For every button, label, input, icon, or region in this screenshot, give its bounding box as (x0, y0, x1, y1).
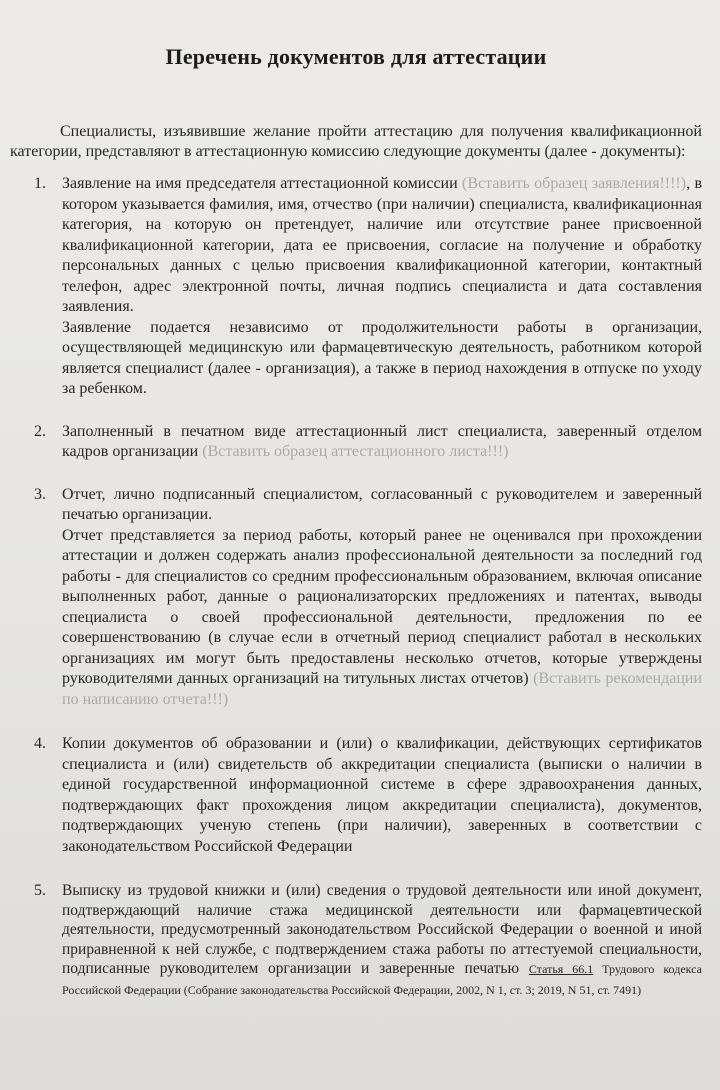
list-item-4 (10, 734, 702, 857)
placeholder-note: (Вставить образец заявления!!!!) (462, 175, 687, 192)
item-extra-text: Заявление подается независимо от продолжительности работы в организации, осуществляющей медицинскую или фармацевтическую деятельность, работником которой является специалист (далее - организация), а также в период нахождения в отпуске по уходу за ребенком. (62, 318, 702, 397)
item-extra-text: Отчет представляется за период работы, который ранее не оценивался при прохождении аттестации и должен содержать анализ профессиональной деятельности за последний год работы - для специалистов со средним профессиональным образованием, включая описание выполненных работ, данные о рационализаторских предложениях и патентах, выводы специалиста о своей профессиональной деятельности, предложения по ее совершенствованию (в случае если в отчетный период специалист работал в нескольких организациях им могут быть предоставлены несколько отчетов, которые утверждены руководителями данных организаций на титульных листах отчетов) (Вставить рекомендации по написанию отчета!!!) (62, 526, 703, 708)
list-item-2 (10, 422, 702, 463)
list-number: 3. (34, 485, 46, 503)
placeholder-note: (Вставить образец аттестационного листа!!!) (202, 443, 509, 460)
documents-list (10, 174, 702, 1000)
placeholder-note: (Вставить рекомендации по написанию отчета!!!) (62, 670, 703, 708)
item-text: Копии документов об образовании и (или) о квалификации, действующих сертификатов специалиста и (или) свидетельств об аккредитации специалиста (выписки о наличии в единой государственной информационной системе в сфере здравоохранения данных, подтверждающих факт прохождения лицом аккредитации специалиста), документов, подтверждающих ученую степень (при наличии), заверенных в соответствии с законодательством Российской Федерации (62, 735, 702, 855)
intro-paragraph: Специалисты, изъявившие желание пройти аттестацию для получения квалификационной категории, представляют в аттестационную комиссию следующие документы (далее - документы): (10, 123, 702, 160)
law-reference-text: Трудового кодекса Российской Федерации (Собрание законодательства Российской Федерации, 2002, N 1, ст. 3; 2019, N 51, ст. 7491) (62, 962, 702, 997)
item-text: Выписку из трудовой книжки и (или) сведения о трудовой деятельности или иной документ, подтверждающий наличие стажа медицинской деятельности или фармацевтической деятельности, предусмотренный законодательством Российской Федерации о военной и иной приравненной к ней службе, с подтверждением стажа работы по аттестуемой специальности, подписанные руководителем организации и заверенные печатью Статья 66.1 Трудового кодекса Российской Федерации (Собрание законодательства Российской Федерации, 2002, N 1, ст. 3; 2019, N 51, ст. 7491) (62, 882, 702, 997)
list-number: 2. (34, 422, 46, 440)
list-item-5 (10, 881, 702, 1000)
item-text: Заполненный в печатном виде аттестационный лист специалиста, заверенный отделом кадров организации (Вставить образец аттестационного листа!!!) (62, 422, 702, 460)
page-title: Перечень документов для аттестации (165, 44, 547, 69)
list-number: 5. (34, 882, 46, 899)
law-reference-link[interactable]: Статья 66.1 (528, 962, 594, 976)
list-number: 1. (34, 175, 46, 192)
list-item-3 (10, 485, 702, 711)
item-text: Отчет, лично подписанный специалистом, согласованный с руководителем и заверенный печатью организации. (62, 485, 702, 523)
list-item-1 (10, 174, 702, 400)
list-number: 4. (34, 735, 46, 752)
item-text: Заявление на имя председателя аттестационной комиссии (Вставить образец заявления!!!!), в котором указывается фамилия, имя, отчество (при наличии) специалиста, квалификационная категория, на которую он претендует, наличие или отсутствие ранее присвоенной квалификационной категории, дата ее присвоения, согласие на получение и обработку персональных данных с целью присвоения квалификационной категории, контактный телефон, адрес электронной почты, личная подпись специалиста и дата составления заявления. (62, 175, 702, 315)
